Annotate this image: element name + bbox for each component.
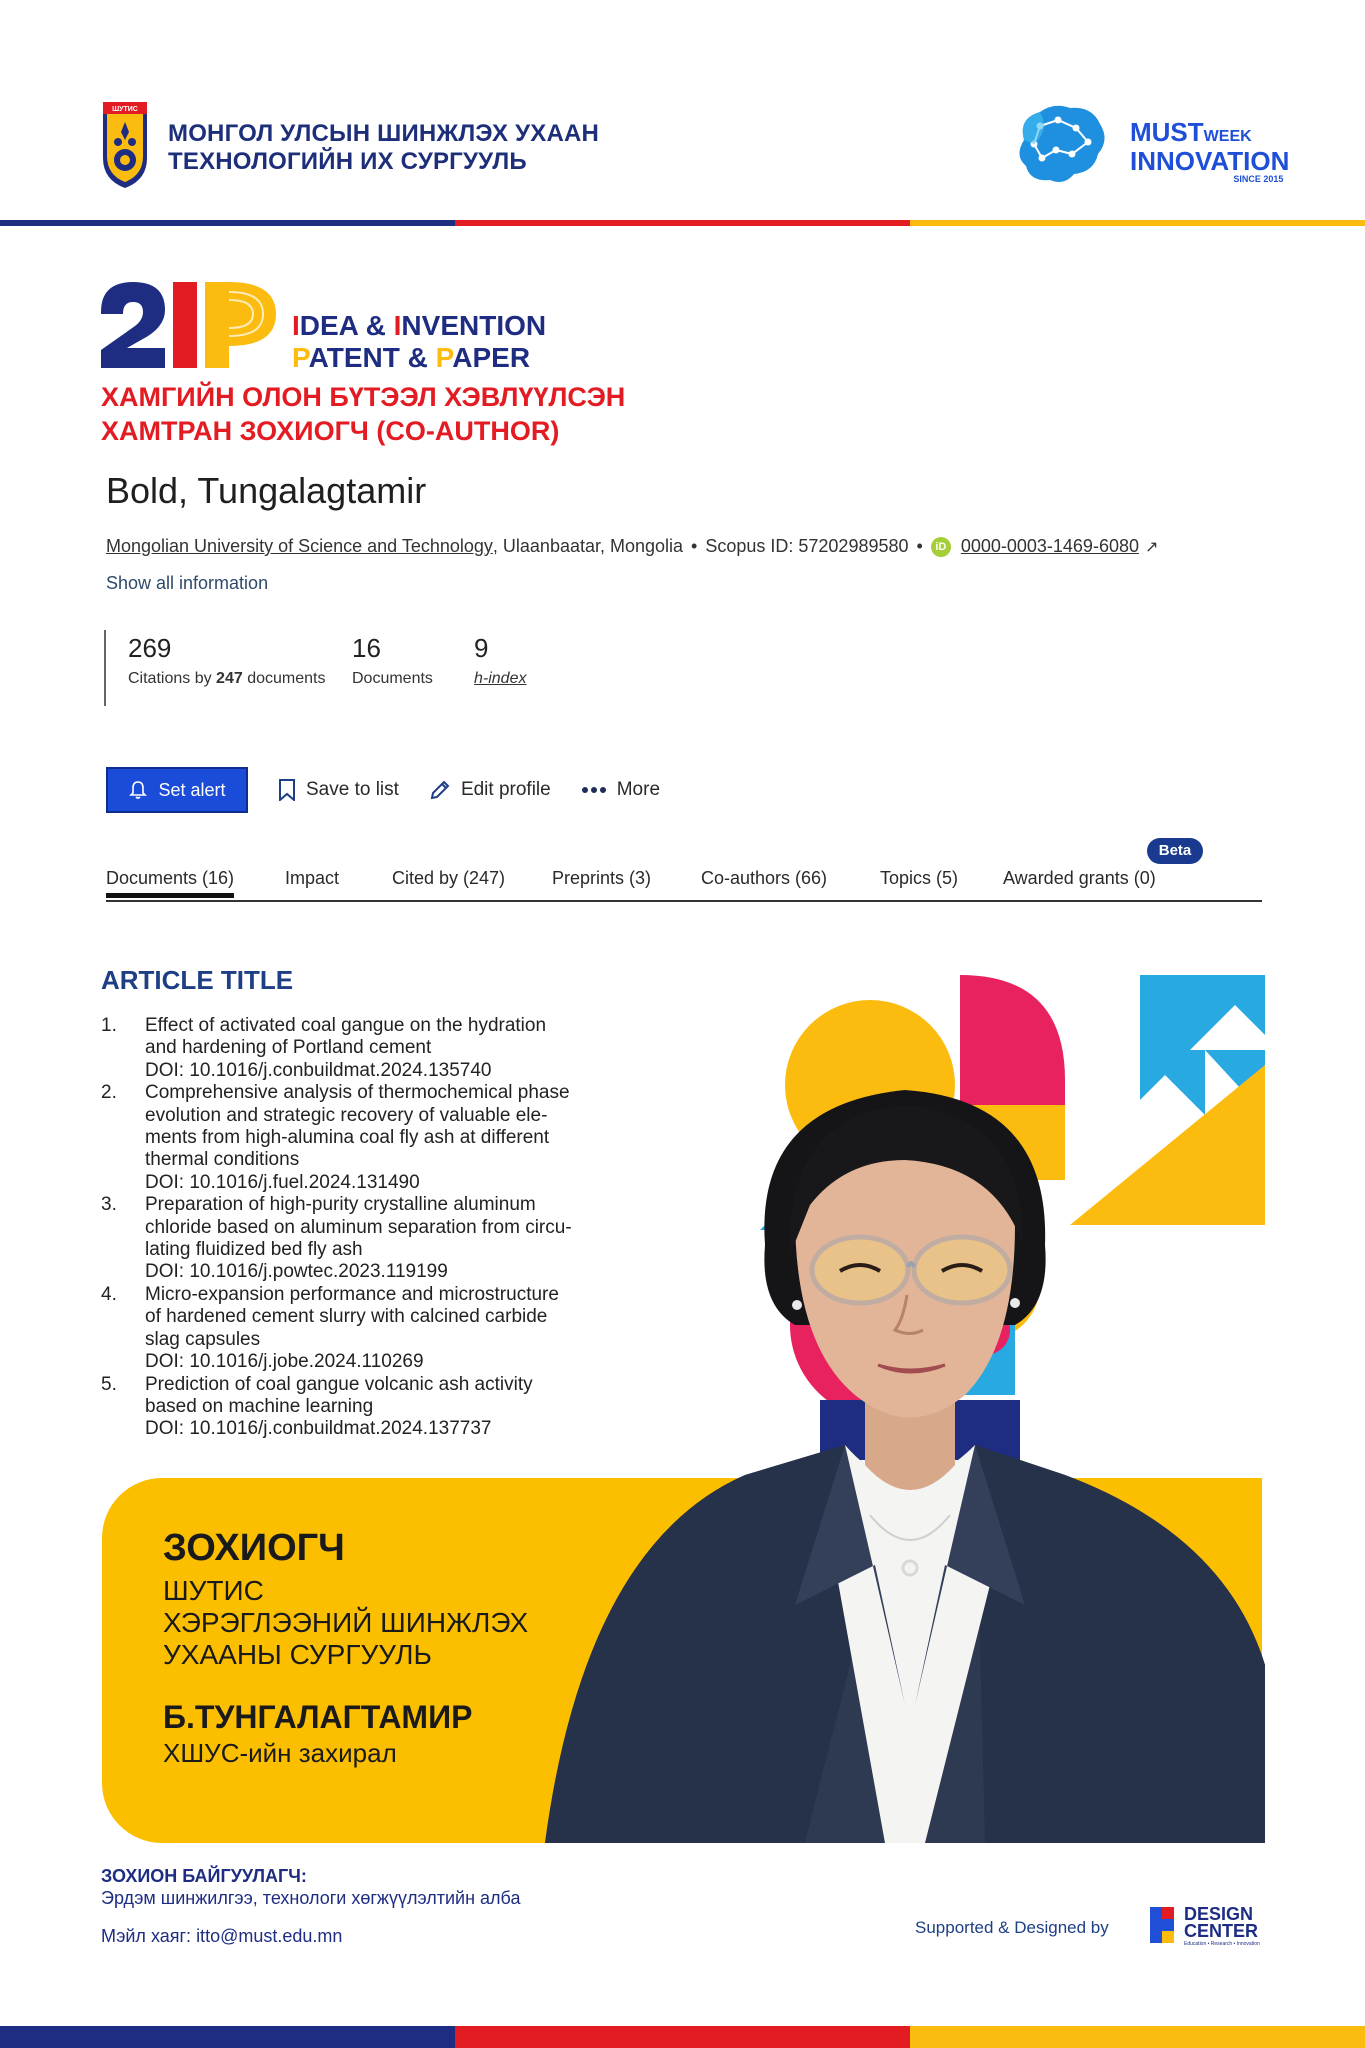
article-doi: DOI: 10.1016/j.conbuildmat.2024.137737 [145, 1418, 492, 1440]
profile-metrics [104, 630, 526, 706]
more-button[interactable] [581, 779, 660, 801]
article-title-line: ments from high-alumina coal fly ash at different [145, 1127, 550, 1149]
author-name-mongolian: Б.ТУНГАЛАГТАМИР [163, 1699, 473, 1735]
article-doi: DOI: 10.1016/j.jobe.2024.110269 [145, 1351, 424, 1373]
must-innovation-logo [1130, 117, 1290, 185]
article-title-line: and hardening of Portland cement [145, 1037, 432, 1059]
article-title-line: Comprehensive analysis of thermochemical phase [145, 1082, 570, 1104]
paper-word: APER [452, 342, 531, 373]
author-school-line3: УХААНЫ СУРГУУЛЬ [163, 1639, 432, 1670]
patent-word: ATENT & [308, 342, 436, 373]
beta-badge: Beta [1147, 838, 1203, 864]
article-title-line: lating fluidized bed fly ash [145, 1239, 363, 1261]
footer-color-stripe [0, 2026, 1365, 2048]
design-center-line2: CENTER [1184, 1921, 1259, 1941]
author-panel-text [163, 1525, 528, 1769]
scopus-id: Scopus ID: 57202989580 [705, 536, 909, 556]
article-doi: DOI: 10.1016/j.fuel.2024.131490 [145, 1171, 420, 1193]
article-title-line: Prediction of coal gangue volcanic ash activity [145, 1373, 533, 1395]
since-text: SINCE 2015 [1233, 174, 1284, 184]
header-color-stripe [0, 220, 1365, 226]
week-word: WEEK [1203, 128, 1252, 145]
bell-icon [128, 780, 148, 800]
article-doi: DOI: 10.1016/j.conbuildmat.2024.135740 [145, 1059, 492, 1081]
header [0, 0, 1365, 222]
author-school-line2: ХЭРЭГЛЭЭНИЙ ШИНЖЛЭХ [163, 1607, 529, 1638]
profile-affiliation [106, 536, 1158, 557]
article-title-line: Micro-expansion performance and microstructure [145, 1283, 559, 1305]
profile-actions [106, 767, 660, 813]
author-school [163, 1575, 528, 1671]
university-emblem-icon [101, 100, 149, 190]
article-title-line: evolution and strategic recovery of valuable ele- [145, 1104, 548, 1126]
design-center-tagline: Education • Research • Innovation [1184, 1941, 1260, 1947]
emblem-text: ШУТИС [112, 106, 138, 113]
article-title-line: Effect of activated coal gangue on the hydration [145, 1015, 547, 1036]
pencil-icon [429, 779, 451, 801]
2ip-tagline [292, 310, 546, 374]
author-portrait [545, 1045, 1265, 1843]
bookmark-icon [278, 779, 296, 801]
tab-co-authors[interactable]: Co-authors (66) [701, 868, 828, 888]
supported-by-text: Supported & Designed by [915, 1918, 1109, 1937]
profile-author-name: Bold, Tungalagtamir [106, 470, 427, 511]
orcid-icon: iD [931, 537, 951, 557]
article-title-line: Preparation of high-purity crystalline aluminum [145, 1194, 536, 1216]
set-alert-button[interactable] [106, 767, 248, 813]
invention-word: NVENTION [401, 310, 547, 341]
tab-cited-by[interactable]: Cited by (247) [392, 868, 506, 888]
award-title-line1: ХАМГИЙН ОЛОН БҮТЭЭЛ ХЭВЛҮҮЛСЭН [101, 382, 626, 412]
tab-awarded-grants[interactable]: Awarded grants (0) [1003, 868, 1156, 888]
innovation-word: INNOVATION [1130, 146, 1290, 176]
article-title-line: of hardened cement slurry with calcined carbide [145, 1306, 548, 1328]
more-label: More [616, 779, 661, 800]
article-number: 1. [101, 1015, 117, 1036]
citations-metric[interactable] [106, 630, 352, 706]
h-index-label[interactable]: h-index [474, 670, 527, 687]
university-name-line1: МОНГОЛ УЛСЫН ШИНЖЛЭХ УХААН [168, 120, 600, 147]
tab-preprints[interactable]: Preprints (3) [552, 868, 652, 888]
author-position: ХШУС-ийн захирал [163, 1738, 397, 1768]
article-title-line: chloride based on aluminum separation from circu- [145, 1216, 572, 1238]
save-to-list-label: Save to list [306, 779, 399, 800]
h-index-value: 9 [474, 633, 489, 663]
author-role: ЗОХИОГЧ [163, 1527, 345, 1569]
tab-topics[interactable]: Topics (5) [880, 868, 959, 888]
save-to-list-button[interactable] [278, 779, 399, 801]
university-name-line2: ТЕХНОЛОГИЙН ИХ СУРГУУЛЬ [168, 148, 527, 175]
affiliation-location: , Ulaanbaatar, Mongolia [492, 536, 684, 556]
paper-initial: P [435, 342, 453, 373]
brain-network-icon [1010, 100, 1110, 188]
separator-dot: • [691, 536, 698, 556]
set-alert-label: Set alert [158, 779, 226, 800]
article-number: 5. [101, 1373, 117, 1395]
contact-email: Мэйл хаяг: itto@must.edu.mn [101, 1926, 343, 1946]
design-center-line1: DESIGN [1184, 1904, 1254, 1924]
organizer-label: ЗОХИОН БАЙГУУЛАГЧ: [101, 1866, 307, 1886]
h-index-metric[interactable] [474, 630, 526, 706]
article-title-line: thermal conditions [145, 1149, 300, 1171]
author-school-line1: ШУТИС [163, 1575, 264, 1606]
tab-impact[interactable]: Impact [285, 868, 340, 888]
idea-initial: I [292, 310, 300, 341]
organizer-name: Эрдэм шинжилгээ, технологи хөгжүүлэлтийн алба [101, 1888, 521, 1908]
profile-tabs [106, 862, 1262, 902]
affiliation-link[interactable]: Mongolian University of Science and Technology [106, 536, 493, 556]
edit-profile-button[interactable] [429, 779, 551, 801]
more-dots-icon [581, 786, 607, 794]
university-name [168, 120, 599, 176]
must-word: MUST [1130, 117, 1204, 147]
invention-initial: I [393, 310, 402, 341]
idea-word: DEA & [299, 310, 394, 341]
article-title-line: based on machine learning [145, 1395, 374, 1417]
show-all-information-link[interactable]: Show all information [106, 573, 269, 593]
documents-label: Documents [352, 670, 433, 687]
2ip-logo-icon [101, 282, 276, 368]
external-link-icon[interactable]: ↗ [1144, 538, 1159, 556]
article-doi: DOI: 10.1016/j.powtec.2023.119199 [145, 1261, 448, 1283]
article-title-heading: ARTICLE TITLE [101, 965, 294, 995]
edit-profile-label: Edit profile [460, 779, 551, 800]
design-center-name [1184, 1906, 1258, 1940]
citations-label: Citations by 247 documents [128, 670, 326, 687]
patent-initial: P [292, 342, 309, 373]
documents-count: 16 [352, 633, 381, 663]
article-number: 2. [101, 1082, 117, 1104]
award-title [101, 380, 625, 448]
orcid-link[interactable]: 0000-0003-1469-6080 [960, 536, 1139, 556]
separator-dot: • [916, 536, 923, 556]
documents-metric[interactable] [352, 630, 474, 706]
citations-count: 269 [128, 633, 172, 663]
award-title-line2: ХАМТРАН ЗОХИОГЧ (CO-AUTHOR) [101, 416, 560, 446]
tab-documents[interactable]: Documents (16) [106, 868, 234, 898]
article-title-line: slag capsules [145, 1328, 261, 1350]
article-number: 4. [101, 1283, 117, 1305]
article-number: 3. [101, 1194, 117, 1216]
